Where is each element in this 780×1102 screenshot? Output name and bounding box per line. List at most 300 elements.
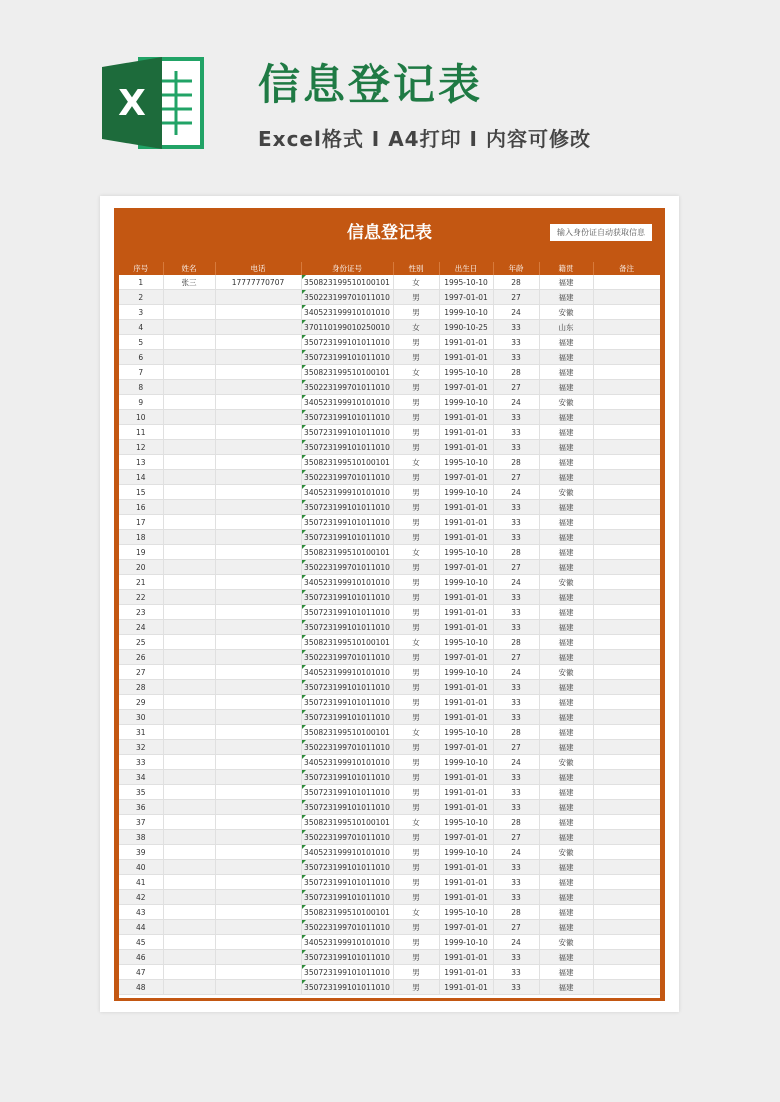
- table-cell[interactable]: 14: [119, 470, 163, 485]
- table-cell[interactable]: [593, 500, 660, 515]
- table-cell[interactable]: [163, 365, 215, 380]
- table-cell[interactable]: [593, 635, 660, 650]
- table-cell[interactable]: [163, 290, 215, 305]
- table-cell[interactable]: 男: [393, 440, 439, 455]
- table-cell[interactable]: 女: [393, 365, 439, 380]
- table-cell[interactable]: 2: [119, 290, 163, 305]
- table-cell[interactable]: 10: [119, 410, 163, 425]
- table-cell[interactable]: 男: [393, 485, 439, 500]
- table-cell[interactable]: 男: [393, 920, 439, 935]
- table-cell[interactable]: [163, 515, 215, 530]
- table-cell[interactable]: [593, 350, 660, 365]
- table-cell[interactable]: 24: [493, 485, 539, 500]
- table-cell[interactable]: 1997-01-01: [439, 380, 493, 395]
- table-cell[interactable]: 男: [393, 530, 439, 545]
- table-cell[interactable]: 17777770707: [215, 275, 301, 290]
- table-cell[interactable]: [163, 830, 215, 845]
- table-cell[interactable]: [215, 590, 301, 605]
- table-cell[interactable]: 男: [393, 500, 439, 515]
- table-cell[interactable]: 27: [493, 380, 539, 395]
- table-cell[interactable]: [215, 395, 301, 410]
- table-cell[interactable]: 33: [493, 530, 539, 545]
- table-cell[interactable]: 女: [393, 815, 439, 830]
- table-cell[interactable]: [593, 545, 660, 560]
- table-cell[interactable]: [593, 590, 660, 605]
- table-cell[interactable]: 27: [493, 560, 539, 575]
- table-cell[interactable]: 20: [119, 560, 163, 575]
- table-cell[interactable]: 22: [119, 590, 163, 605]
- table-cell[interactable]: [593, 830, 660, 845]
- table-cell[interactable]: [163, 965, 215, 980]
- table-cell[interactable]: 福建: [539, 635, 593, 650]
- table-cell[interactable]: 福建: [539, 290, 593, 305]
- table-cell[interactable]: 女: [393, 545, 439, 560]
- table-cell[interactable]: [593, 815, 660, 830]
- table-cell[interactable]: [215, 980, 301, 995]
- table-cell[interactable]: [593, 365, 660, 380]
- table-cell[interactable]: [593, 935, 660, 950]
- table-cell[interactable]: 女: [393, 455, 439, 470]
- table-cell[interactable]: 33: [493, 785, 539, 800]
- table-cell[interactable]: 福建: [539, 365, 593, 380]
- table-cell[interactable]: 1995-10-10: [439, 275, 493, 290]
- table-cell[interactable]: 33: [493, 965, 539, 980]
- table-cell[interactable]: 340523199910101010: [301, 575, 393, 590]
- table-cell[interactable]: 340523199910101010: [301, 305, 393, 320]
- table-cell[interactable]: [215, 515, 301, 530]
- table-cell[interactable]: 1991-01-01: [439, 500, 493, 515]
- table-cell[interactable]: 350723199101011010: [301, 605, 393, 620]
- table-cell[interactable]: 1999-10-10: [439, 395, 493, 410]
- table-cell[interactable]: 33: [493, 710, 539, 725]
- table-cell[interactable]: [593, 905, 660, 920]
- table-cell[interactable]: 1991-01-01: [439, 695, 493, 710]
- table-cell[interactable]: 27: [493, 650, 539, 665]
- table-cell[interactable]: 福建: [539, 695, 593, 710]
- table-cell[interactable]: 男: [393, 605, 439, 620]
- table-cell[interactable]: 福建: [539, 785, 593, 800]
- table-cell[interactable]: 张三: [163, 275, 215, 290]
- table-cell[interactable]: 男: [393, 665, 439, 680]
- table-cell[interactable]: [215, 350, 301, 365]
- table-cell[interactable]: 女: [393, 320, 439, 335]
- table-cell[interactable]: 28: [493, 275, 539, 290]
- table-cell[interactable]: 340523199910101010: [301, 935, 393, 950]
- table-cell[interactable]: [215, 500, 301, 515]
- table-cell[interactable]: [593, 980, 660, 995]
- table-cell[interactable]: 13: [119, 455, 163, 470]
- table-cell[interactable]: [215, 575, 301, 590]
- table-cell[interactable]: 24: [493, 935, 539, 950]
- table-cell[interactable]: [215, 365, 301, 380]
- table-cell[interactable]: 370110199010250010: [301, 320, 393, 335]
- table-cell[interactable]: [163, 665, 215, 680]
- table-cell[interactable]: 38: [119, 830, 163, 845]
- table-cell[interactable]: [593, 650, 660, 665]
- table-cell[interactable]: [593, 920, 660, 935]
- table-cell[interactable]: [163, 305, 215, 320]
- table-cell[interactable]: 350723199101011010: [301, 350, 393, 365]
- table-cell[interactable]: 33: [493, 875, 539, 890]
- table-cell[interactable]: [593, 560, 660, 575]
- table-cell[interactable]: 1991-01-01: [439, 590, 493, 605]
- table-cell[interactable]: 男: [393, 350, 439, 365]
- table-cell[interactable]: [163, 875, 215, 890]
- table-cell[interactable]: [163, 740, 215, 755]
- table-cell[interactable]: 男: [393, 770, 439, 785]
- table-cell[interactable]: [215, 710, 301, 725]
- table-cell[interactable]: 27: [119, 665, 163, 680]
- table-cell[interactable]: 40: [119, 860, 163, 875]
- table-cell[interactable]: [215, 335, 301, 350]
- table-cell[interactable]: 1995-10-10: [439, 545, 493, 560]
- table-cell[interactable]: 350723199101011010: [301, 500, 393, 515]
- table-cell[interactable]: 350223199701011010: [301, 560, 393, 575]
- table-cell[interactable]: 福建: [539, 470, 593, 485]
- table-cell[interactable]: 33: [493, 860, 539, 875]
- table-cell[interactable]: 1991-01-01: [439, 785, 493, 800]
- table-cell[interactable]: 340523199910101010: [301, 485, 393, 500]
- table-cell[interactable]: [593, 290, 660, 305]
- table-cell[interactable]: [163, 920, 215, 935]
- table-cell[interactable]: [163, 710, 215, 725]
- table-cell[interactable]: [593, 875, 660, 890]
- table-cell[interactable]: 男: [393, 860, 439, 875]
- table-cell[interactable]: [593, 680, 660, 695]
- table-cell[interactable]: [163, 950, 215, 965]
- table-cell[interactable]: 33: [493, 500, 539, 515]
- table-cell[interactable]: 350723199101011010: [301, 680, 393, 695]
- table-cell[interactable]: [163, 455, 215, 470]
- table-cell[interactable]: 4: [119, 320, 163, 335]
- table-cell[interactable]: 35: [119, 785, 163, 800]
- table-cell[interactable]: 1991-01-01: [439, 980, 493, 995]
- table-cell[interactable]: 350723199101011010: [301, 800, 393, 815]
- table-cell[interactable]: [163, 545, 215, 560]
- table-cell[interactable]: 安徽: [539, 665, 593, 680]
- table-cell[interactable]: 男: [393, 740, 439, 755]
- table-cell[interactable]: 福建: [539, 545, 593, 560]
- table-cell[interactable]: 福建: [539, 860, 593, 875]
- table-cell[interactable]: [163, 530, 215, 545]
- table-cell[interactable]: 女: [393, 635, 439, 650]
- table-cell[interactable]: [163, 845, 215, 860]
- table-cell[interactable]: 福建: [539, 590, 593, 605]
- table-cell[interactable]: [593, 305, 660, 320]
- table-cell[interactable]: [215, 890, 301, 905]
- table-cell[interactable]: 男: [393, 470, 439, 485]
- table-cell[interactable]: 1999-10-10: [439, 485, 493, 500]
- table-cell[interactable]: 福建: [539, 560, 593, 575]
- table-cell[interactable]: 安徽: [539, 755, 593, 770]
- table-cell[interactable]: 安徽: [539, 485, 593, 500]
- table-cell[interactable]: 350823199510100101: [301, 725, 393, 740]
- table-cell[interactable]: [215, 950, 301, 965]
- table-cell[interactable]: [215, 425, 301, 440]
- table-cell[interactable]: 350223199701011010: [301, 380, 393, 395]
- table-cell[interactable]: 男: [393, 890, 439, 905]
- table-cell[interactable]: 男: [393, 875, 439, 890]
- table-cell[interactable]: 33: [493, 440, 539, 455]
- table-cell[interactable]: 1997-01-01: [439, 830, 493, 845]
- table-cell[interactable]: 1997-01-01: [439, 650, 493, 665]
- table-cell[interactable]: 1991-01-01: [439, 950, 493, 965]
- table-cell[interactable]: 26: [119, 650, 163, 665]
- table-cell[interactable]: [215, 965, 301, 980]
- table-cell[interactable]: [593, 575, 660, 590]
- table-cell[interactable]: [593, 800, 660, 815]
- table-cell[interactable]: [593, 695, 660, 710]
- table-cell[interactable]: [215, 560, 301, 575]
- table-cell[interactable]: 7: [119, 365, 163, 380]
- table-cell[interactable]: 41: [119, 875, 163, 890]
- table-cell[interactable]: 1995-10-10: [439, 905, 493, 920]
- table-cell[interactable]: 15: [119, 485, 163, 500]
- table-cell[interactable]: 16: [119, 500, 163, 515]
- table-cell[interactable]: 350723199101011010: [301, 620, 393, 635]
- table-cell[interactable]: 1991-01-01: [439, 530, 493, 545]
- table-cell[interactable]: 9: [119, 395, 163, 410]
- table-cell[interactable]: 1991-01-01: [439, 890, 493, 905]
- table-cell[interactable]: 46: [119, 950, 163, 965]
- table-cell[interactable]: 39: [119, 845, 163, 860]
- table-cell[interactable]: [593, 320, 660, 335]
- table-cell[interactable]: 8: [119, 380, 163, 395]
- table-cell[interactable]: 32: [119, 740, 163, 755]
- table-cell[interactable]: 1991-01-01: [439, 620, 493, 635]
- table-cell[interactable]: 350223199701011010: [301, 290, 393, 305]
- table-cell[interactable]: 33: [493, 620, 539, 635]
- table-cell[interactable]: [163, 815, 215, 830]
- table-cell[interactable]: 1990-10-25: [439, 320, 493, 335]
- table-cell[interactable]: 安徽: [539, 935, 593, 950]
- table-cell[interactable]: 27: [493, 290, 539, 305]
- table-cell[interactable]: 福建: [539, 275, 593, 290]
- table-cell[interactable]: [163, 560, 215, 575]
- table-cell[interactable]: 350723199101011010: [301, 425, 393, 440]
- table-cell[interactable]: [215, 740, 301, 755]
- table-cell[interactable]: 福建: [539, 920, 593, 935]
- table-cell[interactable]: 男: [393, 785, 439, 800]
- table-cell[interactable]: [163, 620, 215, 635]
- table-cell[interactable]: [163, 395, 215, 410]
- table-cell[interactable]: 33: [119, 755, 163, 770]
- table-cell[interactable]: 350223199701011010: [301, 470, 393, 485]
- table-cell[interactable]: 340523199910101010: [301, 845, 393, 860]
- table-cell[interactable]: 福建: [539, 710, 593, 725]
- table-cell[interactable]: 33: [493, 890, 539, 905]
- table-cell[interactable]: [593, 275, 660, 290]
- table-cell[interactable]: 山东: [539, 320, 593, 335]
- table-cell[interactable]: 1999-10-10: [439, 755, 493, 770]
- table-cell[interactable]: 男: [393, 575, 439, 590]
- table-cell[interactable]: 福建: [539, 410, 593, 425]
- table-cell[interactable]: 350823199510100101: [301, 905, 393, 920]
- table-cell[interactable]: [215, 800, 301, 815]
- table-cell[interactable]: [593, 740, 660, 755]
- table-cell[interactable]: 30: [119, 710, 163, 725]
- table-cell[interactable]: 28: [493, 365, 539, 380]
- table-cell[interactable]: 1991-01-01: [439, 425, 493, 440]
- table-cell[interactable]: [163, 485, 215, 500]
- table-cell[interactable]: [215, 875, 301, 890]
- table-cell[interactable]: [215, 935, 301, 950]
- table-cell[interactable]: 28: [119, 680, 163, 695]
- table-cell[interactable]: 福建: [539, 890, 593, 905]
- table-cell[interactable]: 33: [493, 515, 539, 530]
- table-cell[interactable]: 350723199101011010: [301, 590, 393, 605]
- table-cell[interactable]: 33: [493, 695, 539, 710]
- table-cell[interactable]: 男: [393, 410, 439, 425]
- table-cell[interactable]: 25: [119, 635, 163, 650]
- table-cell[interactable]: [215, 905, 301, 920]
- table-cell[interactable]: 24: [119, 620, 163, 635]
- table-cell[interactable]: [215, 860, 301, 875]
- table-cell[interactable]: [593, 455, 660, 470]
- table-cell[interactable]: 350723199101011010: [301, 770, 393, 785]
- table-cell[interactable]: [593, 605, 660, 620]
- table-cell[interactable]: 350823199510100101: [301, 815, 393, 830]
- table-cell[interactable]: 33: [493, 410, 539, 425]
- table-cell[interactable]: [163, 440, 215, 455]
- table-cell[interactable]: 男: [393, 395, 439, 410]
- table-cell[interactable]: 男: [393, 515, 439, 530]
- table-cell[interactable]: 1997-01-01: [439, 920, 493, 935]
- table-cell[interactable]: 福建: [539, 950, 593, 965]
- table-cell[interactable]: 1999-10-10: [439, 305, 493, 320]
- table-cell[interactable]: 21: [119, 575, 163, 590]
- table-cell[interactable]: 1991-01-01: [439, 410, 493, 425]
- table-cell[interactable]: [215, 650, 301, 665]
- table-cell[interactable]: [215, 830, 301, 845]
- table-cell[interactable]: 47: [119, 965, 163, 980]
- table-cell[interactable]: [163, 425, 215, 440]
- table-cell[interactable]: 1995-10-10: [439, 365, 493, 380]
- table-cell[interactable]: 1997-01-01: [439, 470, 493, 485]
- table-cell[interactable]: 男: [393, 800, 439, 815]
- table-cell[interactable]: 福建: [539, 980, 593, 995]
- table-cell[interactable]: 男: [393, 980, 439, 995]
- table-cell[interactable]: 24: [493, 305, 539, 320]
- table-cell[interactable]: 42: [119, 890, 163, 905]
- table-cell[interactable]: 350223199701011010: [301, 920, 393, 935]
- table-cell[interactable]: 男: [393, 950, 439, 965]
- table-cell[interactable]: 1999-10-10: [439, 575, 493, 590]
- table-cell[interactable]: 28: [493, 905, 539, 920]
- table-cell[interactable]: 男: [393, 305, 439, 320]
- table-cell[interactable]: 33: [493, 350, 539, 365]
- table-cell[interactable]: 男: [393, 935, 439, 950]
- id-number-input[interactable]: [550, 224, 652, 241]
- table-cell[interactable]: [593, 785, 660, 800]
- table-cell[interactable]: 1991-01-01: [439, 860, 493, 875]
- table-cell[interactable]: [215, 455, 301, 470]
- table-cell[interactable]: 350723199101011010: [301, 950, 393, 965]
- table-cell[interactable]: [593, 380, 660, 395]
- table-cell[interactable]: 安徽: [539, 845, 593, 860]
- table-cell[interactable]: 福建: [539, 680, 593, 695]
- table-cell[interactable]: 男: [393, 755, 439, 770]
- table-cell[interactable]: 福建: [539, 650, 593, 665]
- table-cell[interactable]: [215, 725, 301, 740]
- table-cell[interactable]: 1: [119, 275, 163, 290]
- table-cell[interactable]: 1991-01-01: [439, 800, 493, 815]
- table-cell[interactable]: [163, 725, 215, 740]
- table-cell[interactable]: 1997-01-01: [439, 560, 493, 575]
- table-cell[interactable]: 27: [493, 920, 539, 935]
- table-cell[interactable]: 1999-10-10: [439, 935, 493, 950]
- table-cell[interactable]: 33: [493, 770, 539, 785]
- table-cell[interactable]: [215, 770, 301, 785]
- table-cell[interactable]: [215, 290, 301, 305]
- table-cell[interactable]: 福建: [539, 620, 593, 635]
- table-cell[interactable]: 1997-01-01: [439, 740, 493, 755]
- table-cell[interactable]: 男: [393, 845, 439, 860]
- table-cell[interactable]: [163, 680, 215, 695]
- table-cell[interactable]: 350723199101011010: [301, 890, 393, 905]
- table-cell[interactable]: [215, 410, 301, 425]
- table-cell[interactable]: 男: [393, 290, 439, 305]
- table-cell[interactable]: 28: [493, 815, 539, 830]
- table-cell[interactable]: [163, 635, 215, 650]
- table-cell[interactable]: 24: [493, 845, 539, 860]
- table-cell[interactable]: 1995-10-10: [439, 725, 493, 740]
- table-cell[interactable]: 男: [393, 680, 439, 695]
- table-cell[interactable]: 男: [393, 380, 439, 395]
- table-cell[interactable]: [163, 785, 215, 800]
- table-cell[interactable]: 350723199101011010: [301, 410, 393, 425]
- table-cell[interactable]: 男: [393, 335, 439, 350]
- table-cell[interactable]: 福建: [539, 380, 593, 395]
- table-cell[interactable]: 33: [493, 320, 539, 335]
- table-cell[interactable]: 1995-10-10: [439, 635, 493, 650]
- table-cell[interactable]: [215, 440, 301, 455]
- table-cell[interactable]: [215, 380, 301, 395]
- table-cell[interactable]: [593, 335, 660, 350]
- table-cell[interactable]: 350723199101011010: [301, 860, 393, 875]
- table-cell[interactable]: 28: [493, 545, 539, 560]
- table-cell[interactable]: 18: [119, 530, 163, 545]
- table-cell[interactable]: 女: [393, 905, 439, 920]
- table-cell[interactable]: [163, 935, 215, 950]
- table-cell[interactable]: [593, 770, 660, 785]
- table-cell[interactable]: 33: [493, 680, 539, 695]
- table-cell[interactable]: 1991-01-01: [439, 875, 493, 890]
- table-cell[interactable]: [215, 665, 301, 680]
- table-cell[interactable]: [593, 725, 660, 740]
- table-cell[interactable]: [163, 890, 215, 905]
- table-cell[interactable]: [593, 890, 660, 905]
- table-cell[interactable]: 33: [493, 605, 539, 620]
- table-cell[interactable]: [163, 650, 215, 665]
- table-cell[interactable]: [593, 515, 660, 530]
- table-cell[interactable]: 1997-01-01: [439, 290, 493, 305]
- table-cell[interactable]: 1995-10-10: [439, 455, 493, 470]
- table-cell[interactable]: [163, 500, 215, 515]
- table-cell[interactable]: [593, 665, 660, 680]
- table-cell[interactable]: 29: [119, 695, 163, 710]
- table-cell[interactable]: 31: [119, 725, 163, 740]
- table-cell[interactable]: [215, 785, 301, 800]
- table-cell[interactable]: 27: [493, 830, 539, 845]
- table-cell[interactable]: 36: [119, 800, 163, 815]
- table-cell[interactable]: [163, 755, 215, 770]
- table-cell[interactable]: [215, 920, 301, 935]
- table-cell[interactable]: [163, 320, 215, 335]
- table-cell[interactable]: 福建: [539, 500, 593, 515]
- table-cell[interactable]: 福建: [539, 335, 593, 350]
- table-cell[interactable]: 350723199101011010: [301, 980, 393, 995]
